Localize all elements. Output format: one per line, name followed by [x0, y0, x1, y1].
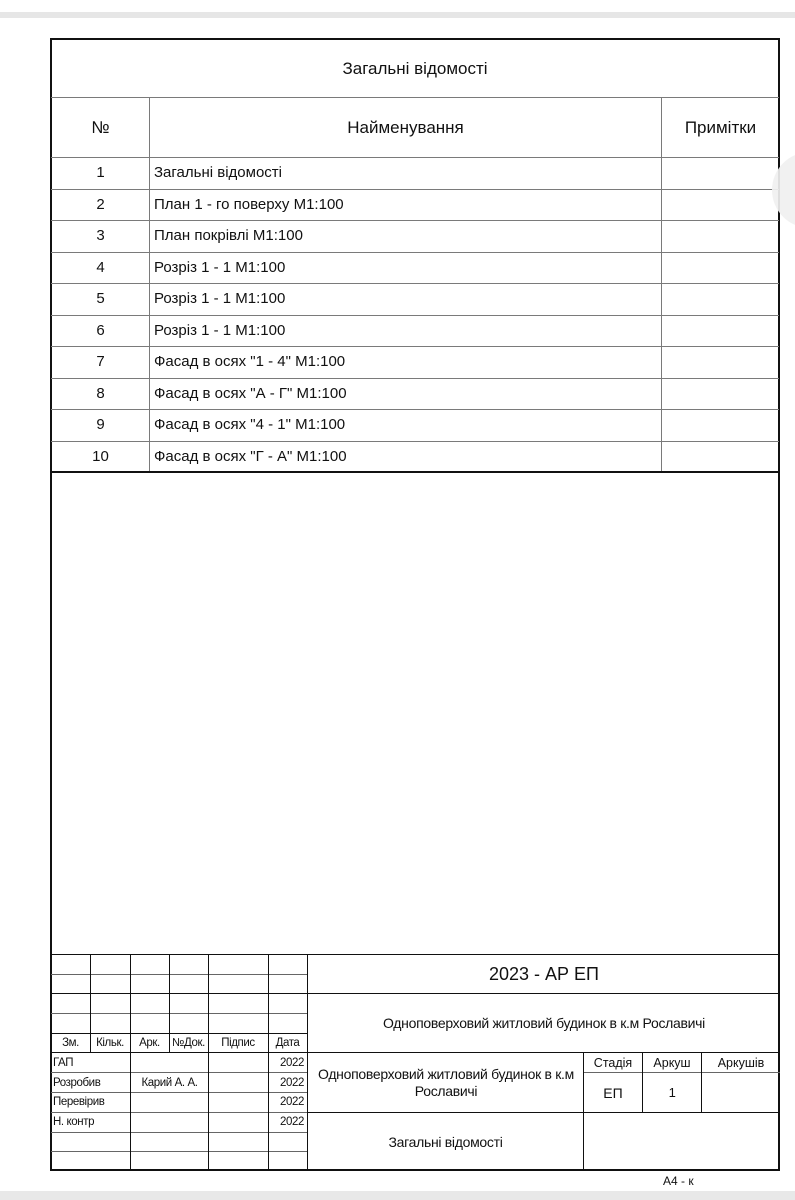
row-notes [662, 252, 779, 284]
signature-person [131, 1112, 208, 1132]
revision-header-signature: Підпис [221, 1037, 255, 1049]
row-notes [662, 220, 779, 252]
row-number: 9 [96, 416, 105, 434]
row-number: 1 [96, 164, 105, 182]
document-code: 2023 - АР ЕП [489, 963, 599, 984]
row-notes [662, 409, 779, 441]
row-notes [662, 315, 779, 347]
sheet-value: 1 [668, 1085, 676, 1100]
row-notes [662, 157, 779, 189]
row-number: 8 [96, 384, 105, 402]
row-notes [662, 283, 779, 315]
row-notes [662, 378, 779, 410]
row-notes [662, 189, 779, 221]
row-name: Розріз 1 - 1 М1:100 [154, 321, 286, 339]
signature-person [131, 1092, 208, 1112]
column-header-name: Найменування [347, 117, 464, 137]
signature-person: Карий А. А. [141, 1076, 198, 1089]
row-name: Розріз 1 - 1 М1:100 [154, 290, 286, 308]
row-notes [662, 441, 779, 473]
signature-sign [209, 1053, 268, 1073]
signature-sign [209, 1112, 268, 1132]
project-name: Одноповерховий житловий будинок в к.м Рославичі [383, 1015, 705, 1031]
stage-label: Стадія [593, 1055, 633, 1070]
row-number: 4 [96, 258, 105, 276]
sheet-label: Аркуш [653, 1055, 691, 1070]
row-name: Фасад в осях "1 - 4" М1:100 [154, 353, 346, 371]
signature-date: 2022 [280, 1115, 304, 1128]
signature-role: Перевірив [53, 1096, 105, 1109]
row-name: Фасад в осях "Г - А" М1:100 [154, 447, 347, 465]
top-window-band [0, 12, 795, 18]
row-name: План 1 - го поверху М1:100 [154, 195, 344, 213]
stage-value: ЕП [603, 1084, 623, 1101]
signature-sign [209, 1073, 268, 1093]
revision-header-doc-number: №Док. [172, 1037, 205, 1049]
table-bottom-border [51, 471, 779, 473]
row-number: 7 [96, 353, 105, 371]
sheet-name: Загальні відомості [388, 1133, 503, 1150]
signature-date: 2022 [280, 1076, 304, 1089]
column-header-notes: Примітки [684, 117, 757, 137]
divider [661, 97, 662, 472]
signature-date: 2022 [280, 1096, 304, 1109]
bottom-window-band [0, 1191, 795, 1200]
signature-sign [209, 1092, 268, 1112]
object-name: Одноповерховий житловий будинок в к.м Рославичі [318, 1065, 574, 1099]
row-name: Загальні відомості [154, 164, 282, 182]
sheets-total-label: Аркушів [717, 1055, 765, 1070]
row-name: Фасад в осях "4 - 1" М1:100 [154, 416, 346, 434]
row-name: Розріз 1 - 1 М1:100 [154, 258, 286, 276]
table-title: Загальні відомості [342, 59, 488, 78]
revision-header-change: Зм. [62, 1037, 79, 1049]
row-name: План покрівлі М1:100 [154, 227, 303, 245]
revision-header-quantity: Кільк. [96, 1037, 124, 1049]
revision-header-date: Дата [275, 1037, 300, 1049]
row-number: 5 [96, 290, 105, 308]
column-header-number: № [91, 117, 110, 137]
signature-person [131, 1053, 208, 1073]
divider [149, 97, 150, 472]
paper-format-label: А4 - к [663, 1174, 694, 1188]
row-name: Фасад в осях "А - Г" М1:100 [154, 384, 347, 402]
signature-role: ГАП [53, 1056, 74, 1069]
row-notes [662, 346, 779, 378]
row-number: 10 [92, 447, 109, 465]
row-number: 3 [96, 227, 105, 245]
sheets-total-value [702, 1073, 780, 1112]
row-number: 6 [96, 321, 105, 339]
signature-role: Розробив [53, 1076, 101, 1089]
signature-role: Н. контр [53, 1115, 95, 1128]
revision-header-sheet: Арк. [139, 1037, 160, 1049]
signature-date: 2022 [280, 1056, 304, 1069]
row-number: 2 [96, 195, 105, 213]
